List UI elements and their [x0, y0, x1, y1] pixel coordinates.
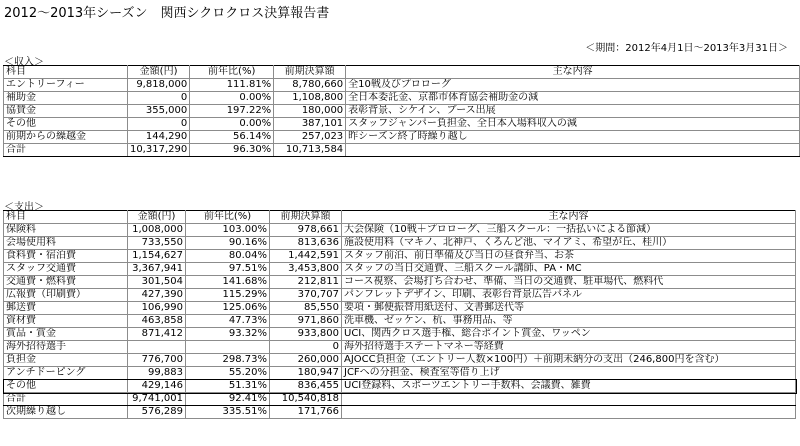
previous-cell[interactable]: 3,453,800	[270, 263, 342, 276]
amount-cell[interactable]: 10,317,290	[127, 144, 189, 157]
subject-cell[interactable]: 補助金	[4, 92, 128, 105]
previous-cell[interactable]: 171,766	[270, 406, 342, 419]
yoy-cell[interactable]: 92.41%	[186, 393, 270, 406]
yoy-cell[interactable]: 197.22%	[190, 105, 274, 118]
description-cell[interactable]: スタッフジャンパー負担金、全日本入場料収入の減	[346, 118, 800, 131]
previous-cell[interactable]: 387,101	[274, 118, 346, 131]
description-cell[interactable]: 表彰背景、シケイン、ブース出展	[346, 105, 800, 118]
total-row[interactable]	[4, 393, 796, 406]
previous-cell[interactable]: 10,713,584	[274, 144, 346, 157]
previous-cell[interactable]: 933,800	[270, 328, 342, 341]
description-cell[interactable]	[342, 406, 796, 419]
yoy-cell[interactable]: 93.32%	[186, 328, 270, 341]
subject-cell[interactable]: その他	[4, 380, 128, 393]
amount-cell[interactable]: 427,390	[128, 289, 186, 302]
table-row[interactable]	[4, 131, 800, 144]
yoy-cell[interactable]: 51.31%	[186, 380, 270, 393]
yoy-cell[interactable]: 前年比(%)	[190, 66, 274, 79]
previous-cell[interactable]: 0	[270, 341, 342, 354]
description-cell[interactable]: 海外招待選手ステートマネー等経費	[342, 341, 796, 354]
expense-table	[3, 210, 796, 419]
amount-cell[interactable]: 3,367,941	[128, 263, 186, 276]
table-header-row[interactable]	[4, 211, 796, 224]
yoy-cell[interactable]: 96.30%	[190, 144, 274, 157]
previous-cell[interactable]: 前期決算額	[274, 66, 346, 79]
amount-cell[interactable]: 106,990	[128, 302, 186, 315]
subject-cell[interactable]: アンチドーピング	[4, 367, 128, 380]
description-cell[interactable]: 主な内容	[342, 211, 796, 224]
subject-cell[interactable]: 前期からの繰越金	[4, 131, 128, 144]
description-cell[interactable]: 全10戦及びプロローグ	[346, 79, 800, 92]
subject-cell[interactable]: その他	[4, 118, 128, 131]
amount-cell[interactable]: 355,000	[127, 105, 189, 118]
yoy-cell[interactable]: 111.81%	[190, 79, 274, 92]
previous-cell[interactable]: 1,108,800	[274, 92, 346, 105]
previous-cell[interactable]: 212,811	[270, 276, 342, 289]
previous-cell[interactable]: 370,707	[270, 289, 342, 302]
yoy-cell[interactable]: 56.14%	[190, 131, 274, 144]
table-row[interactable]	[4, 79, 800, 92]
table-row[interactable]	[4, 263, 796, 276]
table-row[interactable]	[4, 105, 800, 118]
subject-cell[interactable]: 次期繰り越し	[4, 406, 128, 419]
amount-cell[interactable]	[128, 341, 186, 354]
table-row[interactable]	[4, 118, 800, 131]
report-title: 2012～2013年シーズン 関西シクロクロス決算報告書	[4, 6, 330, 21]
amount-cell[interactable]: 0	[127, 118, 189, 131]
table-row[interactable]	[4, 367, 796, 380]
table-row[interactable]	[4, 92, 800, 105]
description-cell[interactable]: JCFへの分担金、検査室等借り上げ	[342, 367, 796, 380]
previous-cell[interactable]: 978,661	[270, 224, 342, 237]
yoy-cell[interactable]: 298.73%	[186, 354, 270, 367]
description-cell[interactable]: 大会保険（10戦＋プロローグ、三船スクール：一括払いによる節減）	[342, 224, 796, 237]
description-cell[interactable]: スタッフ前泊、前日準備及び当日の昼食弁当、お茶	[342, 250, 796, 263]
subject-cell[interactable]: 科目	[4, 66, 128, 79]
description-cell[interactable]: 洗車機、ゼッケン、杭、事務用品、等	[342, 315, 796, 328]
expense-section-label: ＜支出＞	[4, 202, 44, 213]
subject-cell[interactable]: 交通費・燃料費	[4, 276, 128, 289]
previous-cell[interactable]: 85,550	[270, 302, 342, 315]
subject-cell[interactable]: 保険料	[4, 224, 128, 237]
description-cell[interactable]	[346, 144, 800, 157]
subject-cell[interactable]: 科目	[4, 211, 128, 224]
amount-cell[interactable]: 733,550	[128, 237, 186, 250]
subject-cell[interactable]: 協賛金	[4, 105, 128, 118]
yoy-cell[interactable]: 103.00%	[186, 224, 270, 237]
yoy-cell[interactable]	[186, 341, 270, 354]
description-cell[interactable]: 昨シーズン終了時繰り越し	[346, 131, 800, 144]
income-table	[3, 65, 800, 157]
amount-cell[interactable]: 9,741,001	[128, 393, 186, 406]
previous-cell[interactable]: 10,540,818	[270, 393, 342, 406]
description-cell[interactable]: UCI、関西クロス選手権、総合ポイント賞金、ワッペン	[342, 328, 796, 341]
yoy-cell[interactable]: 前年比(%)	[186, 211, 270, 224]
previous-cell[interactable]: 836,455	[270, 380, 342, 393]
total-row[interactable]	[4, 144, 800, 157]
amount-cell[interactable]: 99,883	[128, 367, 186, 380]
description-cell[interactable]: UCI登録料、スポーツエントリー手数料、会議費、雑費	[342, 380, 796, 393]
previous-cell[interactable]: 257,023	[274, 131, 346, 144]
previous-cell[interactable]: 260,000	[270, 354, 342, 367]
table-header-row[interactable]	[4, 66, 800, 79]
description-cell[interactable]: スタッフの当日交通費、三船スクール講師、PA・MC	[342, 263, 796, 276]
table-row[interactable]	[4, 328, 796, 341]
subject-cell[interactable]: 合計	[4, 144, 128, 157]
amount-cell[interactable]: 1,008,000	[128, 224, 186, 237]
table-row[interactable]	[4, 237, 796, 250]
amount-cell[interactable]: 871,412	[128, 328, 186, 341]
amount-cell[interactable]: 1,154,627	[128, 250, 186, 263]
yoy-cell[interactable]: 0.00%	[190, 92, 274, 105]
yoy-cell[interactable]: 97.51%	[186, 263, 270, 276]
amount-cell[interactable]: 144,290	[127, 131, 189, 144]
description-cell[interactable]	[342, 393, 796, 406]
description-cell[interactable]: AJOCC負担金（エントリー人数×100円）＋前期未納分の支出（246,800円を含む）	[342, 354, 796, 367]
subject-cell[interactable]: 合計	[4, 393, 128, 406]
yoy-cell[interactable]: 47.73%	[186, 315, 270, 328]
yoy-cell[interactable]: 0.00%	[190, 118, 274, 131]
period-label: ＜期間：2012年4月1日～2013年3月31日＞	[585, 43, 788, 54]
subject-cell[interactable]: エントリーフィー	[4, 79, 128, 92]
subject-cell[interactable]: 資材費	[4, 315, 128, 328]
amount-cell[interactable]: 776,700	[128, 354, 186, 367]
subject-cell[interactable]: 負担金	[4, 354, 128, 367]
subject-cell[interactable]: 海外招待選手	[4, 341, 128, 354]
description-cell[interactable]: 施設使用料（マキノ、北神戸、くろんど池、マイアミ、希望が丘、桂川）	[342, 237, 796, 250]
yoy-cell[interactable]: 115.29%	[186, 289, 270, 302]
description-cell[interactable]: コース視察、会場打ち合わせ、準備、当日の交通費、駐車場代、燃料代	[342, 276, 796, 289]
previous-cell[interactable]: 8,780,660	[274, 79, 346, 92]
subject-cell[interactable]: 郵送費	[4, 302, 128, 315]
amount-cell[interactable]: 301,504	[128, 276, 186, 289]
yoy-cell[interactable]: 80.04%	[186, 250, 270, 263]
table-row[interactable]	[4, 315, 796, 328]
previous-cell[interactable]: 813,636	[270, 237, 342, 250]
description-cell[interactable]: 主な内容	[346, 66, 800, 79]
amount-cell[interactable]: 金額(円)	[127, 66, 189, 79]
description-cell[interactable]: 要項・郵便振替用紙送付、文書郵送代等	[342, 302, 796, 315]
amount-cell[interactable]: 9,818,000	[127, 79, 189, 92]
yoy-cell[interactable]: 90.16%	[186, 237, 270, 250]
table-row[interactable]	[4, 276, 796, 289]
subject-cell[interactable]: 広報費（印刷費）	[4, 289, 128, 302]
subject-cell[interactable]: 食料費・宿泊費	[4, 250, 128, 263]
table-row[interactable]	[4, 224, 796, 237]
subject-cell[interactable]: 会場使用料	[4, 237, 128, 250]
yoy-cell[interactable]: 335.51%	[186, 406, 270, 419]
table-row[interactable]	[4, 302, 796, 315]
table-row[interactable]	[4, 289, 796, 302]
description-cell[interactable]: 全日本委託金、京都市体育協会補助金の減	[346, 92, 800, 105]
yoy-cell[interactable]: 141.68%	[186, 276, 270, 289]
amount-cell[interactable]: 463,858	[128, 315, 186, 328]
subject-cell[interactable]: スタッフ交通費	[4, 263, 128, 276]
amount-cell[interactable]: 0	[127, 92, 189, 105]
carryover-row[interactable]	[4, 406, 796, 419]
yoy-cell[interactable]: 55.20%	[186, 367, 270, 380]
previous-cell[interactable]: 180,000	[274, 105, 346, 118]
table-row[interactable]	[4, 250, 796, 263]
amount-cell[interactable]: 576,289	[128, 406, 186, 419]
table-row[interactable]	[4, 354, 796, 367]
table-row[interactable]	[4, 341, 796, 354]
previous-cell[interactable]: 180,947	[270, 367, 342, 380]
previous-cell[interactable]: 971,860	[270, 315, 342, 328]
amount-cell[interactable]: 429,146	[128, 380, 186, 393]
table-row[interactable]	[4, 380, 796, 393]
subject-cell[interactable]: 賞品・賞金	[4, 328, 128, 341]
yoy-cell[interactable]: 125.06%	[186, 302, 270, 315]
amount-cell[interactable]: 金額(円)	[128, 211, 186, 224]
previous-cell[interactable]: 前期決算額	[270, 211, 342, 224]
description-cell[interactable]: パンフレットデザイン、印刷、表彰台背景広告パネル	[342, 289, 796, 302]
previous-cell[interactable]: 1,442,591	[270, 250, 342, 263]
income-section-label: ＜収入＞	[4, 57, 44, 68]
